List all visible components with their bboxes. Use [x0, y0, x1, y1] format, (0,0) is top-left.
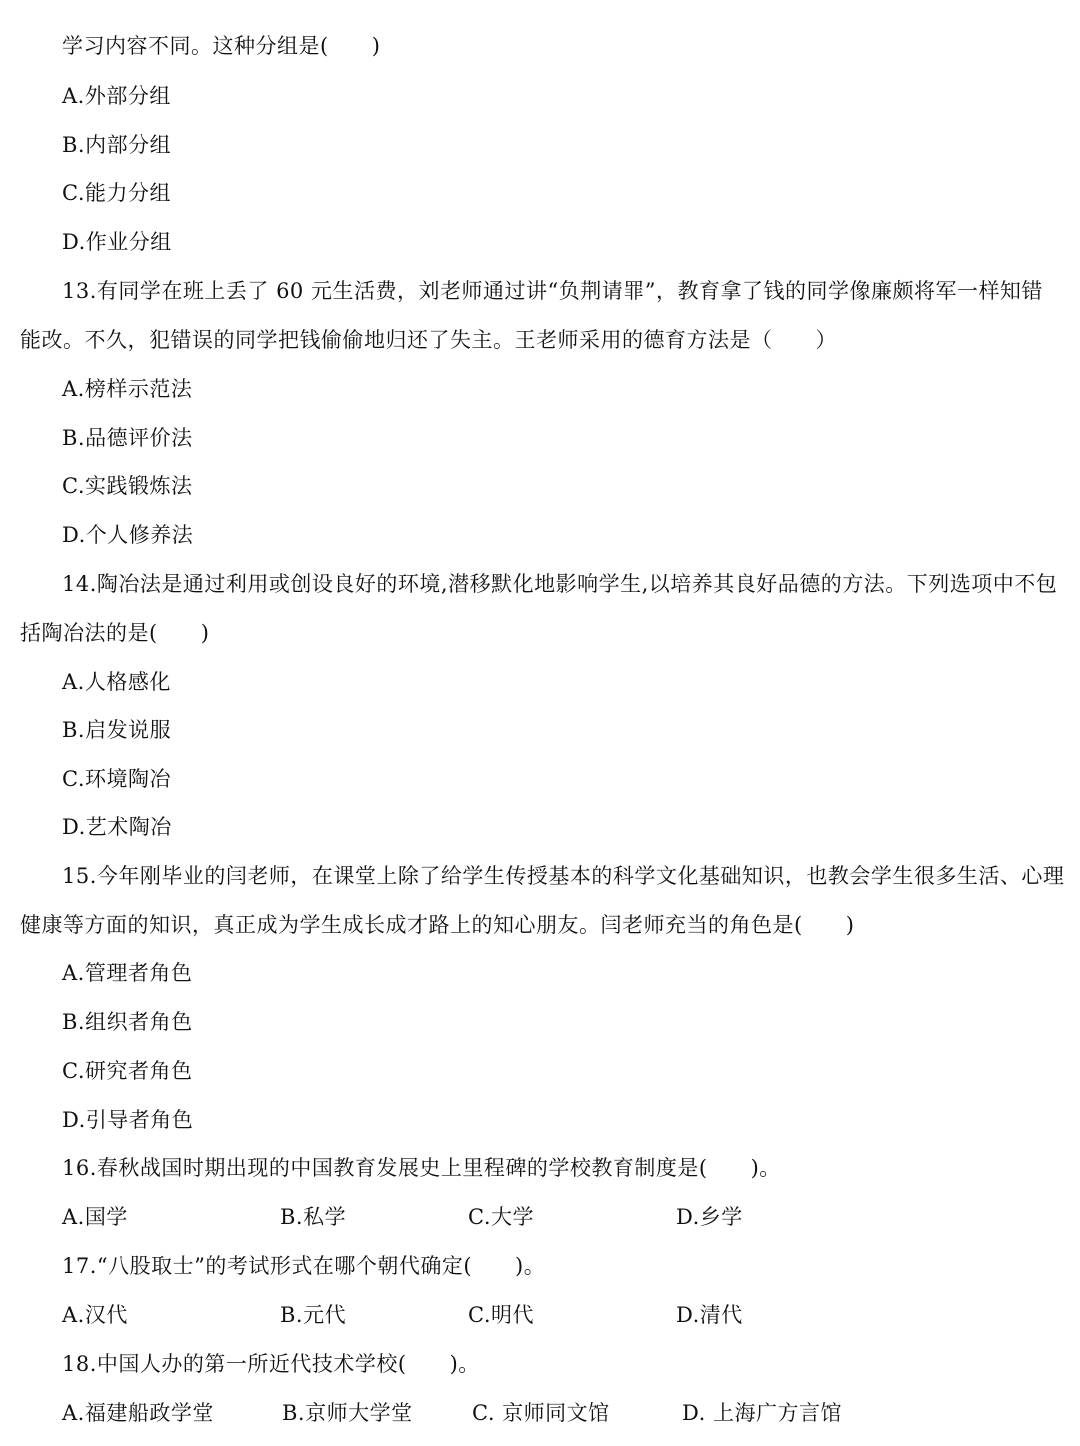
q13-option-d: D.个人修养法: [62, 523, 194, 547]
q13-option-b: B.品德评价法: [62, 426, 193, 450]
q15-option-c: C.研究者角色: [62, 1059, 193, 1083]
q16-option-a: A.国学: [62, 1205, 128, 1229]
q14-option-c: C.环境陶冶: [62, 767, 171, 791]
q15-option-b: B.组织者角色: [62, 1010, 193, 1034]
q17-option-d: D.清代: [676, 1303, 743, 1327]
q18-option-a: A.福建船政学堂: [62, 1401, 214, 1425]
q15-stem-line2: 健康等方面的知识，真正成为学生成长成才路上的知心朋友。闫老师充当的角色是( ): [20, 913, 855, 937]
q12-option-b: B.内部分组: [62, 133, 172, 157]
q16-option-d: D.乡学: [676, 1205, 743, 1229]
q18-option-b: B.京师大学堂: [282, 1401, 413, 1425]
q13-stem-line1: 13.有同学在班上丢了 60 元生活费，刘老师通过讲“负荆请罪”，教育拿了钱的同学像廉颇将军一样知错: [62, 279, 1043, 303]
q18-option-c: C. 京师同文馆: [472, 1401, 610, 1425]
q12-option-c: C.能力分组: [62, 181, 171, 205]
q18-stem: 18.中国人办的第一所近代技术学校( )。: [62, 1352, 480, 1376]
q15-option-a: A.管理者角色: [62, 961, 193, 985]
q13-stem-line2: 能改。不久，犯错误的同学把钱偷偷地归还了失主。王老师采用的德育方法是（ ）: [20, 328, 837, 352]
q12-option-a: A.外部分组: [62, 84, 171, 108]
q13-option-c: C.实践锻炼法: [62, 474, 193, 498]
q17-option-b: B.元代: [280, 1303, 347, 1327]
q17-option-c: C.明代: [468, 1303, 534, 1327]
q12-stem: 学习内容不同。这种分组是( ): [62, 34, 381, 58]
q16-option-c: C.大学: [468, 1205, 534, 1229]
q15-option-d: D.引导者角色: [62, 1108, 194, 1132]
q17-option-a: A.汉代: [62, 1303, 128, 1327]
q14-option-d: D.艺术陶冶: [62, 815, 172, 839]
q15-stem-line1: 15.今年刚毕业的闫老师，在课堂上除了给学生传授基本的科学文化基础知识，也教会学生很多生活、心理: [62, 864, 1065, 888]
q14-stem-line1: 14.陶冶法是通过利用或创设良好的环境,潜移默化地影响学生,以培养其良好品德的方法。下列选项中不包: [62, 572, 1058, 596]
q12-option-d: D.作业分组: [62, 230, 172, 254]
q14-option-b: B.启发说服: [62, 718, 172, 742]
q17-stem: 17.“八股取士”的考试形式在哪个朝代确定( )。: [62, 1254, 546, 1278]
q14-option-a: A.人格感化: [62, 670, 171, 694]
q18-option-d: D. 上海广方言馆: [682, 1401, 842, 1425]
q16-option-b: B.私学: [280, 1205, 347, 1229]
q13-option-a: A.榜样示范法: [62, 377, 193, 401]
q16-stem: 16.春秋战国时期出现的中国教育发展史上里程碑的学校教育制度是( )。: [62, 1156, 781, 1180]
q14-stem-line2: 括陶冶法的是( ): [20, 621, 210, 645]
